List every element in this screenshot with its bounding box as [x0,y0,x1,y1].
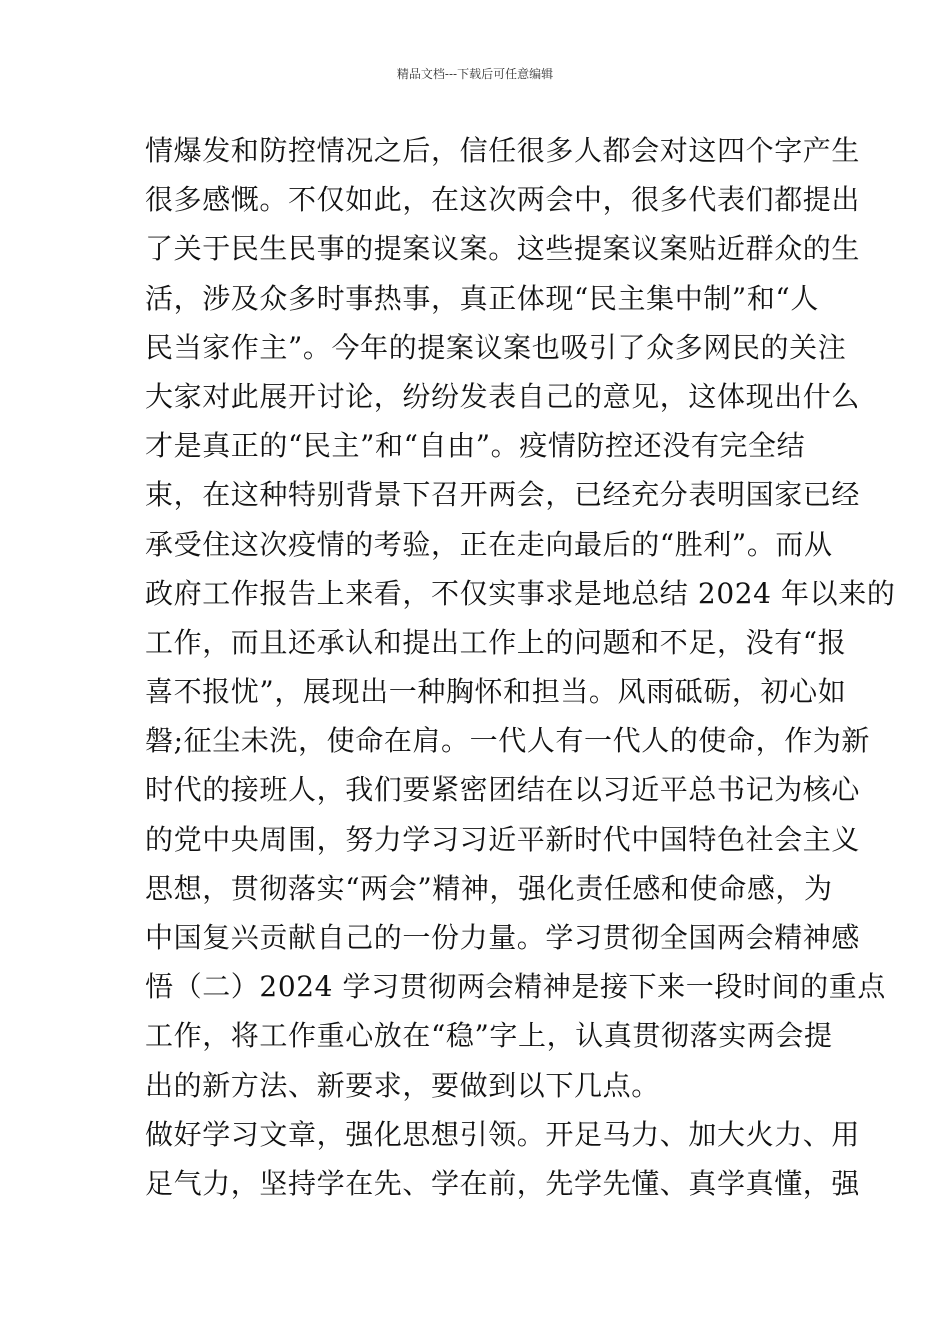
text-line: 出的新方法、新要求，要做到以下几点。 [145,1068,660,1102]
text-line: 政府工作报告上来看，不仅实事求是地总结 2024 年以来的 [145,576,896,610]
text-line: 束，在这种特别背景下召开两会，已经充分表明国家已经 [145,478,861,512]
text-line: 工作，而且还承认和提出工作上的问题和不足，没有“报 [145,625,847,659]
text-line: 活，涉及众多时事热事，真正体现“民主集中制”和“人 [145,281,819,315]
text-line: 大家对此展开讨论，纷纷发表自己的意见，这体现出什么 [145,379,861,413]
text-line: 做好学习文章，强化思想引领。开足马力、加大火力、用 [145,1117,861,1151]
text-line: 很多感慨。不仅如此，在这次两会中，很多代表们都提出 [145,183,861,217]
text-line: 才是真正的“民主”和“自由”。疫情防控还没有完全结 [145,429,806,463]
text-line: 承受住这次疫情的考验，正在走向最后的“胜利”。而从 [145,527,833,561]
text-line: 喜不报忧”，展现出一种胸怀和担当。风雨砥砺，初心如 [145,675,847,709]
text-line: 的党中央周围，努力学习习近平新时代中国特色社会主义 [145,822,861,856]
text-line: 悟（二）2024 学习贯彻两会精神是接下来一段时间的重点 [145,970,886,1004]
text-line: 了关于民生民事的提案议案。这些提案议案贴近群众的生 [145,232,861,266]
text-line: 情爆发和防控情况之后，信任很多人都会对这四个字产生 [145,134,861,167]
text-line: 民当家作主”。今年的提案议案也吸引了众多网民的关注 [145,330,847,364]
text-line: 中国复兴贡献自己的一份力量。学习贯彻全国两会精神感 [145,921,861,954]
text-line: 足气力，坚持学在先、学在前，先学先懂、真学真懂，强 [145,1166,861,1200]
page-header: 精品文档---下载后可任意编辑 [396,67,554,81]
text-line: 磐;征尘未洗，使命在肩。一代人有一代人的使命，作为新 [145,724,871,758]
document-body [145,126,896,1208]
text-line: 思想，贯彻落实“两会”精神，强化责任感和使命感，为 [145,871,833,905]
text-line: 时代的接班人，我们要紧密团结在以习近平总书记为核心 [145,773,861,807]
text-line: 工作，将工作重心放在“稳”字上，认真贯彻落实两会提 [145,1019,833,1053]
